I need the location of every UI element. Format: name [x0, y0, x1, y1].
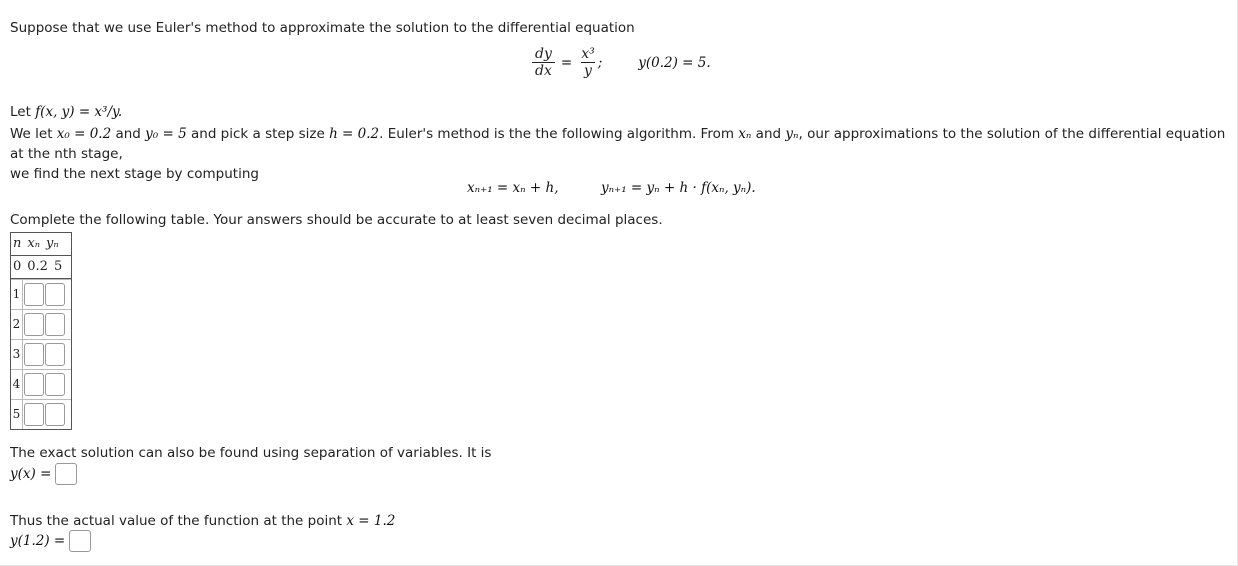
- y4-answer-input[interactable]: [45, 373, 65, 396]
- actual-value-text: Thus the actual value of the function at the point: [10, 513, 347, 529]
- table-row: [11, 309, 71, 339]
- step-text-5: and: [751, 126, 786, 142]
- row-index: 1: [11, 280, 23, 309]
- rhs-denominator: y: [581, 62, 595, 79]
- dx-denominator: dx: [532, 62, 555, 79]
- step-text-6: , our approximations to the solution of the differential equation at the nth stage,: [10, 126, 1226, 162]
- rhs-numerator: x³: [581, 46, 595, 62]
- exact-solution-label: y(x) =: [10, 466, 52, 482]
- rhs-fraction: [578, 46, 598, 79]
- dy-dx-fraction: [532, 46, 555, 79]
- table-row-0: [11, 256, 71, 279]
- x0-value: x₀ = 0.2: [56, 126, 112, 142]
- step-text-7: we find the next stage by computing: [10, 166, 259, 182]
- x-update-rule: xₙ₊₁ = xₙ + h,: [467, 180, 559, 196]
- initial-condition: y(0.2) = 5.: [638, 54, 711, 71]
- actual-value-answer-line: [10, 530, 91, 552]
- y0-value: y₀ = 5: [145, 126, 187, 142]
- x5-answer-input[interactable]: [24, 403, 44, 426]
- let-prefix: Let: [10, 104, 36, 120]
- x2-answer-input[interactable]: [24, 313, 44, 336]
- table-prompt: Complete the following table. Your answers should be accurate to at least seven decimal places.: [10, 212, 663, 228]
- y-update-rule: yₙ₊₁ = yₙ + h · f(xₙ, yₙ).: [601, 180, 756, 196]
- actual-point: x = 1.2: [346, 513, 396, 529]
- table-row: [11, 399, 71, 429]
- actual-value-label: y(1.2) =: [10, 533, 66, 549]
- row-index: 3: [11, 340, 23, 369]
- row0-x: 0.2: [27, 259, 48, 274]
- xn-symbol: xₙ: [738, 126, 752, 142]
- y2-answer-input[interactable]: [45, 313, 65, 336]
- table-row: [11, 369, 71, 399]
- header-yn: yₙ: [45, 236, 59, 251]
- header-n: n: [13, 236, 22, 251]
- x4-answer-input[interactable]: [24, 373, 44, 396]
- row-index: 4: [11, 370, 23, 399]
- x1-answer-input[interactable]: [24, 283, 44, 306]
- table-header: [11, 233, 71, 256]
- table-row: [11, 279, 71, 309]
- step-text-2: and: [111, 126, 146, 142]
- ode-display: [532, 46, 711, 79]
- let-f-line: [10, 104, 122, 120]
- ode-equals: =: [560, 54, 573, 71]
- header-xn: xₙ: [27, 236, 40, 251]
- y1-answer-input[interactable]: [45, 283, 65, 306]
- step-text-4: . Euler's method is the the following algorithm. From: [379, 126, 739, 142]
- row-index: 2: [11, 310, 23, 339]
- h-value: h = 0.2: [329, 126, 380, 142]
- actual-value-input[interactable]: [69, 530, 91, 552]
- row0-n: 0: [13, 259, 22, 274]
- step-text-3: and pick a step size: [186, 126, 330, 142]
- x3-answer-input[interactable]: [24, 343, 44, 366]
- f-definition: f(x, y) = x³/y.: [35, 104, 123, 120]
- intro-text: Suppose that we use Euler's method to approximate the solution to the differential equation: [10, 20, 635, 36]
- table-row: [11, 339, 71, 369]
- y5-answer-input[interactable]: [45, 403, 65, 426]
- row-index: 5: [11, 400, 23, 429]
- step-text-1: We let: [10, 126, 57, 142]
- y3-answer-input[interactable]: [45, 343, 65, 366]
- dy-numerator: dy: [535, 46, 552, 62]
- exact-solution-text: The exact solution can also be found using separation of variables. It is: [10, 445, 492, 461]
- yn-symbol: yₙ: [785, 126, 799, 142]
- euler-table: [10, 232, 72, 430]
- ode-separator: ;: [597, 54, 603, 71]
- actual-value-line: [10, 513, 395, 529]
- exact-solution-line: [10, 463, 77, 485]
- row0-y: 5: [53, 259, 63, 274]
- exact-solution-input[interactable]: [55, 463, 77, 485]
- step-paragraph: [10, 124, 1230, 184]
